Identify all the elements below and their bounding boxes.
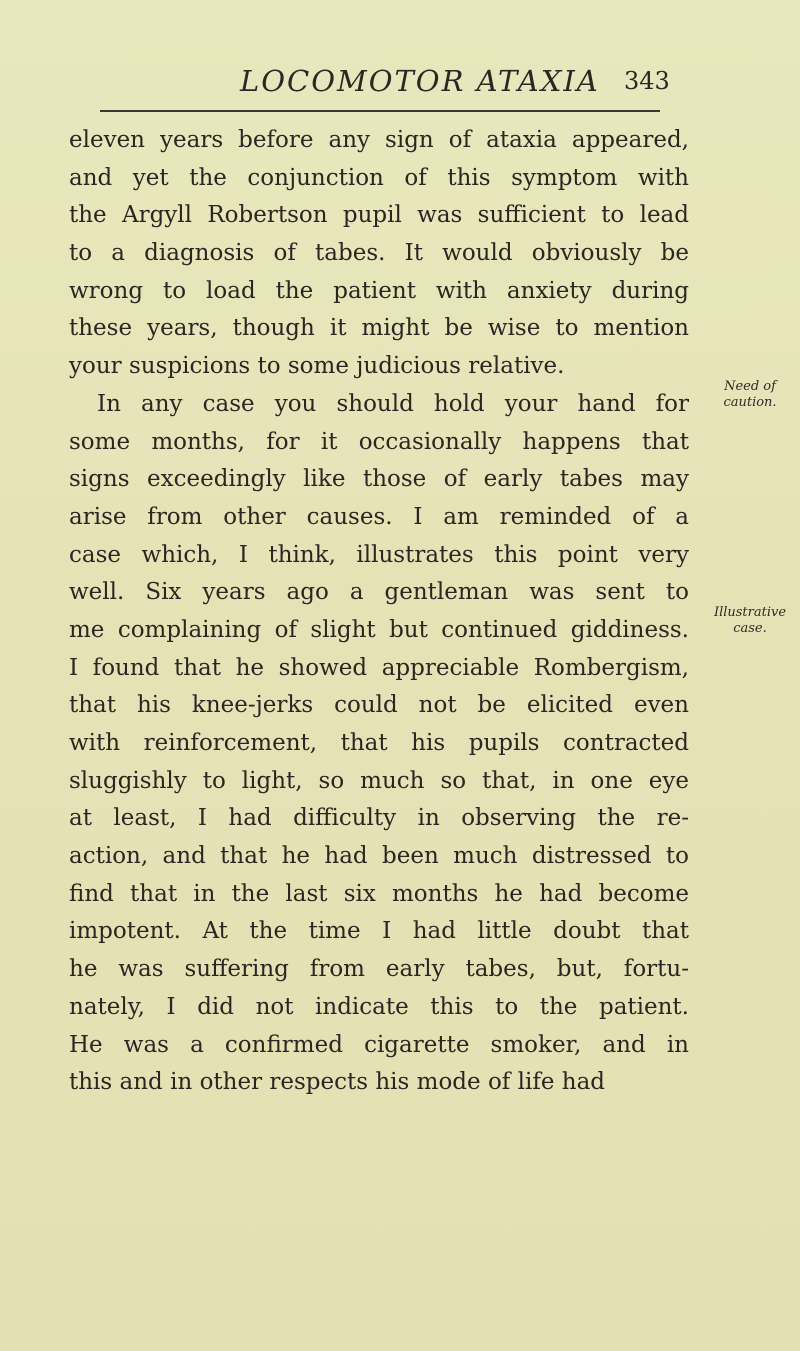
margin-note-need-of-caution	[704, 379, 796, 411]
body-text	[69, 122, 689, 1102]
text-line: signs exceedingly like those of early tabes may	[69, 466, 689, 493]
text-line: with reinforcement, that his pupils contracted	[69, 730, 689, 756]
text-line: he was suffering from early tabes, but, fortu-	[69, 956, 689, 983]
text-line: impotent. At the time I had little doubt that	[69, 918, 689, 945]
margin-note-line: case.	[733, 621, 767, 636]
margin-note-line: Need of	[724, 379, 776, 394]
text-line: In any case you should hold your hand for	[97, 390, 689, 417]
text-line: He was a confirmed cigarette smoker, and in	[69, 1031, 689, 1058]
page-number: 343	[624, 67, 670, 95]
text-line: your suspicions to some judicious relative.	[69, 353, 565, 380]
margin-note-line: Illustrative	[713, 605, 787, 620]
text-line: this and in other respects his mode of life had	[69, 1069, 606, 1096]
text-line: some months, for it occasionally happens that	[69, 428, 689, 455]
text-line: I found that he showed appreciable Rombergism,	[69, 654, 689, 681]
text-line: well. Six years ago a gentleman was sent to	[69, 579, 689, 606]
text-line: these years, though it might be wise to mention	[69, 315, 689, 342]
text-line: to a diagnosis of tabes. It would obviously be	[69, 240, 689, 267]
text-line: nately, I did not indicate this to the patient.	[69, 993, 689, 1020]
running-title: LOCOMOTOR ATAXIA	[240, 64, 600, 98]
text-line: wrong to load the patient with anxiety during	[69, 277, 689, 304]
margin-note-line: caution.	[723, 395, 777, 410]
text-line: eleven years before any sign of ataxia appeared,	[69, 127, 689, 153]
margin-note-illustrative-case	[704, 605, 796, 637]
text-line: action, and that he had been much distressed to	[69, 843, 689, 870]
text-line: me complaining of slight but continued giddiness.	[69, 616, 689, 643]
text-line: case which, I think, illustrates this point very	[69, 541, 689, 568]
text-line: sluggishly to light, so much so that, in one eye	[69, 767, 689, 794]
header-rule	[100, 110, 660, 112]
text-line: and yet the conjunction of this symptom with	[69, 164, 689, 191]
text-line: at least, I had difficulty in observing the re-	[69, 805, 689, 832]
text-line: that his knee-jerks could not be elicited even	[69, 692, 689, 719]
text-line: arise from other causes. I am reminded of a	[69, 503, 689, 530]
text-line: find that in the last six months he had become	[69, 880, 689, 907]
text-line: the Argyll Robertson pupil was sufficient to lead	[69, 202, 689, 229]
